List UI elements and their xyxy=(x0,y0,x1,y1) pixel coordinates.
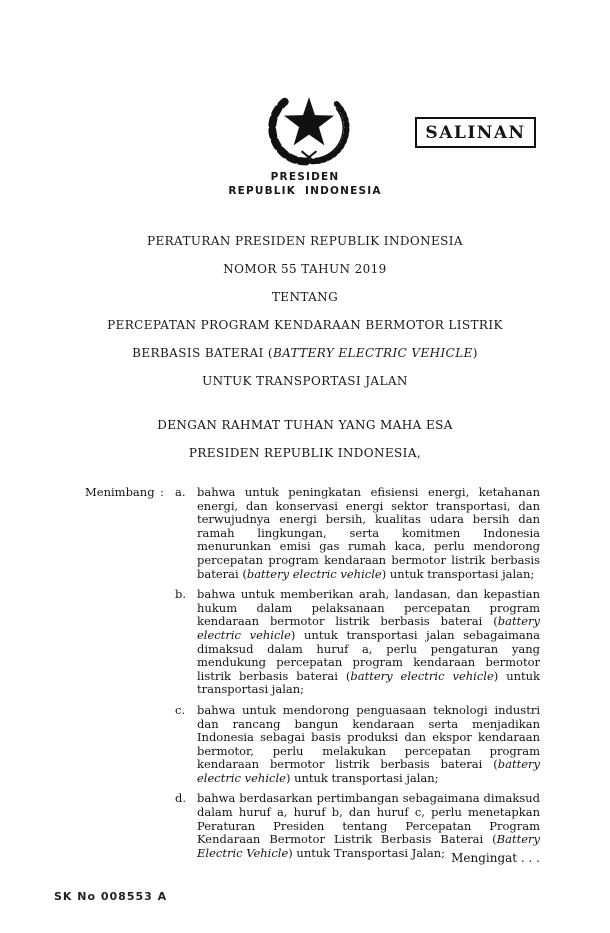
considering-item-a: a. bahwa untuk peningkatan efisiensi energi, ketahanan energi, dan konservasi energi sektor transportasi, dan terwujudnya energi bersih, kualitas udara bersih dan ramah lingkungan, serta komitmen Indonesia menurunkan emisi gas rumah kaca, perlu mendorong percepatan program kendaraan bermotor listrik berbasis baterai (battery electric vehicle) untuk transportasi jalan; xyxy=(175,485,540,581)
considering-label: Menimbang xyxy=(85,485,155,499)
considering-colon: : xyxy=(160,485,164,499)
considering-item-a-text: bahwa untuk peningkatan efisiensi energi, ketahanan energi, dan konservasi energi sektor transportasi, dan terwujudnya energi bersih, kualitas udara bersih dan ramah lingkungan, serta komitmen Indonesia menurunkan emisi gas rumah kaca, perlu mendorong percepatan program kendaraan bermotor listrik berbasis baterai (battery electric vehicle) untuk transportasi jalan; xyxy=(197,485,540,581)
letterhead-republik-indonesia: REPUBLIK INDONESIA xyxy=(228,185,382,197)
considering-item-c-text: bahwa untuk mendorong penguasaan teknologi industri dan rancang bangun kendaraan serta menjadikan Indonesia sebagai basis produksi dan ekspor kendaraan bermotor, perlu melakukan percepatan program kendaraan bermotor listrik berbasis baterai (battery electric vehicle) untuk transportasi jalan; xyxy=(197,702,540,785)
sk-control-number: SK No 008553 A xyxy=(54,890,168,903)
title-block xyxy=(0,235,610,403)
preamble-rahmat: DENGAN RAHMAT TUHAN YANG MAHA ESA xyxy=(157,418,453,432)
presidential-seal-icon xyxy=(253,84,365,168)
considering-item-c: c. bahwa untuk mendorong penguasaan teknologi industri dan rancang bangun kendaraan serta menjadikan Indonesia sebagai basis produksi dan ekspor kendaraan bermotor, perlu melakukan percepatan program kendaraan bermotor listrik berbasis baterai (battery electric vehicle) untuk transportasi jalan; xyxy=(175,702,540,785)
preamble-presiden: PRESIDEN REPUBLIK INDONESIA, xyxy=(188,446,422,460)
salinan-stamp xyxy=(415,117,536,148)
title-number: NOMOR 55 TAHUN 2019 xyxy=(223,262,387,276)
title-tentang: TENTANG xyxy=(271,290,339,304)
salinan-label: SALINAN xyxy=(425,122,526,143)
considering-item-d: d. bahwa berdasarkan pertimbangan sebagaimana dimaksud dalam huruf a, huruf b, dan huruf c, perlu menetapkan Peraturan Presiden tentang Percepatan Program Kendaraan Bermotor Listrik Berbasis Baterai (Battery Electric Vehicle) untuk Transportasi Jalan; xyxy=(175,791,540,860)
considering-item-b-text: bahwa untuk memberikan arah, landasan, dan kepastian hukum dalam pelaksanaan percepatan program kendaraan bermotor listrik berbasis baterai (battery electric vehicle) untuk transportasi jalan sebagaimana dimaksud dalam huruf a, perlu pengaturan yang mendukung percepatan program kendaraan bermotor listrik berbasis baterai (battery electric vehicle) untuk transportasi jalan; xyxy=(197,587,541,697)
preamble xyxy=(0,419,610,475)
title-line-6: UNTUK TRANSPORTASI JALAN xyxy=(202,374,408,388)
title-line-5: BERBASIS BATERAI (BATTERY ELECTRIC VEHICLE) xyxy=(132,346,478,360)
letterhead-presiden: PRESIDEN xyxy=(270,171,340,183)
title-line-4: PERCEPATAN PROGRAM KENDARAAN BERMOTOR LISTRIK xyxy=(107,318,503,332)
title-line-1: PERATURAN PRESIDEN REPUBLIK INDONESIA xyxy=(146,234,463,248)
continuation-mark: Mengingat . . . xyxy=(451,851,540,865)
considering-item-b: b. bahwa untuk memberikan arah, landasan, dan kepastian hukum dalam pelaksanaan percepatan program kendaraan bermotor listrik berbasis baterai (battery electric vehicle) untuk transportasi jalan sebagaimana dimaksud dalam huruf a, perlu pengaturan yang mendukung percepatan program kendaraan bermotor listrik berbasis baterai (battery electric vehicle) untuk transportasi jalan; xyxy=(175,587,541,697)
considering-items xyxy=(175,486,540,867)
letterhead xyxy=(0,170,610,198)
considering-section xyxy=(85,486,540,867)
considering-item-d-text: bahwa berdasarkan pertimbangan sebagaimana dimaksud dalam huruf a, huruf b, dan huruf c, perlu menetapkan Peraturan Presiden tentang Percepatan Program Kendaraan Bermotor Listrik Berbasis Baterai (Battery Electric Vehicle) untuk Transportasi Jalan; xyxy=(197,791,540,860)
